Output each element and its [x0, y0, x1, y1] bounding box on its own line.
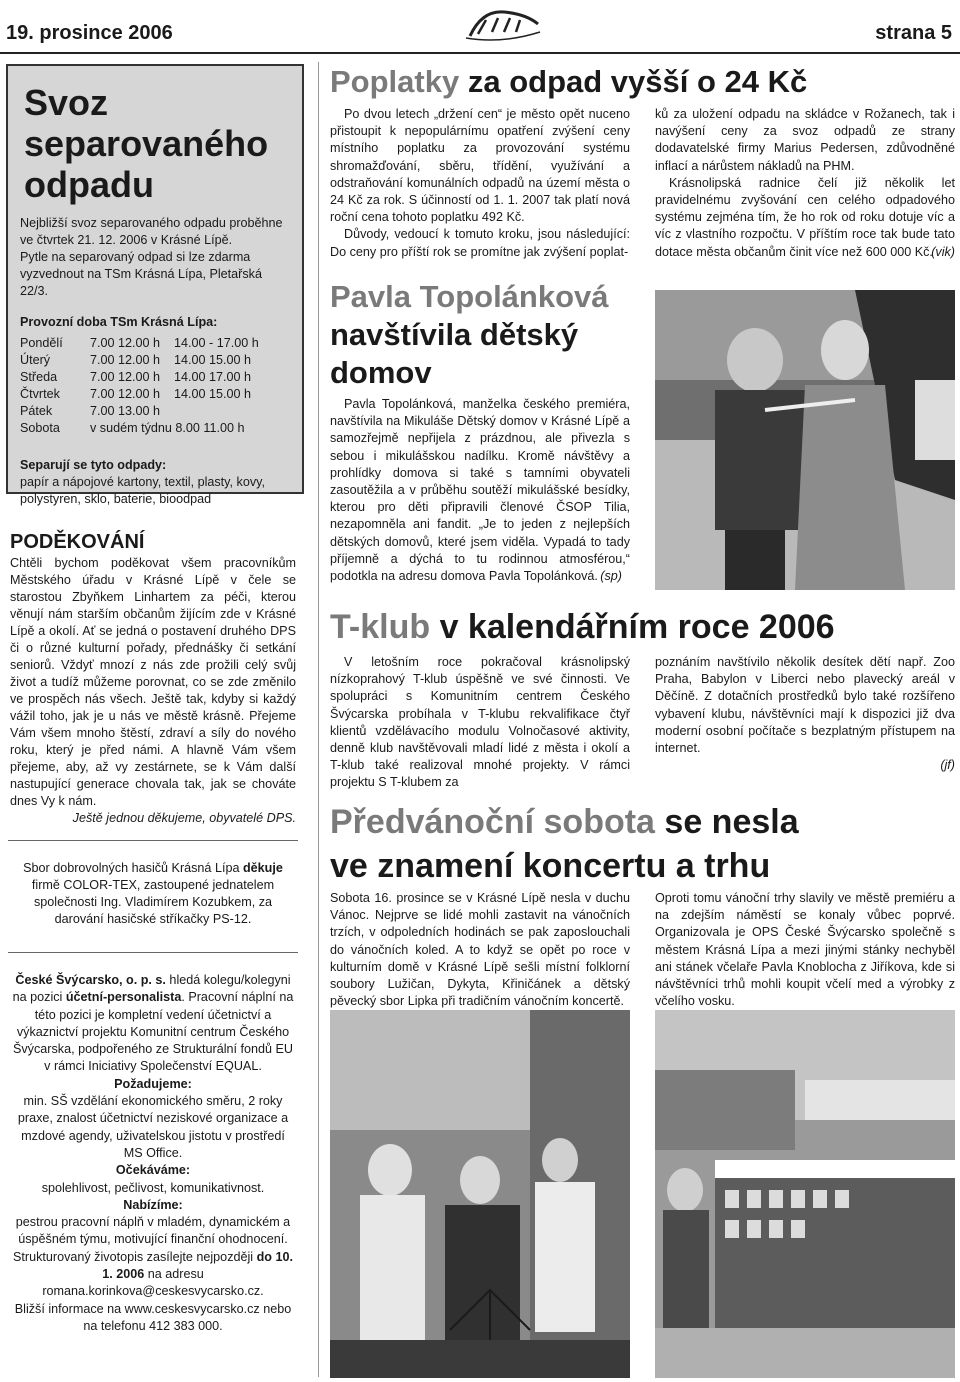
job-contact: Bližší informace na www.ceskesvycarsko.cz nebo na telefonu 412 383 000. [14, 1301, 292, 1333]
job-org: České Švýcarsko, o. p. s. [15, 973, 166, 987]
saturday-headline-bold: se nesla [664, 803, 799, 841]
newspaper-logo [452, 6, 552, 46]
tklub-text-2: poznáním navštívilo několik desítek dětí např. Zoo Praha, Babylon v Liberci nebo plavecký areál v Děčíně. Z dotačních prostředků bylo také rozšířeno vybavení klubu, návštěvníci mají k dispozici již dva moderní osobní počítače s bezplatným přístupem na internet. [655, 655, 955, 756]
fees-headline-bold: za odpad vyšší o 24 Kč [467, 64, 808, 99]
waste-collection-intro: Nejbližší svoz separovaného odpadu proběhne ve čtvrtek 21. 12. 2006 v Krásné Lípě. [20, 216, 283, 247]
pavla-headline-line2: navštívila dětský [330, 317, 579, 352]
header-rule [0, 52, 960, 54]
tklub-headline-light: T-klub [330, 608, 431, 646]
hours-row: Čtvrtek 7.00 12.00 h 14.00 15.00 h [20, 387, 252, 401]
saturday-text-2: Oproti tomu vánoční trhy slavily ve městě premiéru a na zdejším náměstí se konaly vůbec poprvé. Organizovala je OPS České Švýcarsko společně s městem Krásná Lípa a mezi jinými stánky nechyběl ani stánek včelaře Pavla Knoblocha z Jiříkova, kde si návštěvníci trhů mohli koupit včelí med a výrobky z včelího vosku. [655, 891, 955, 1009]
market-photo [655, 1010, 955, 1378]
fees-col-1 [330, 106, 630, 261]
fees-headline [330, 64, 807, 100]
saturday-col-1 [330, 890, 630, 1010]
pavla-photo [655, 290, 955, 590]
concert-photo [330, 1010, 630, 1378]
tklub-signature: (jf) [940, 758, 955, 773]
job-offer: pestrou pracovní náplň v mladém, dynamickém a úspěšném týmu, motivující finanční ohodnocení. [15, 1215, 291, 1247]
saturday-col-2 [655, 890, 955, 1010]
saturday-headline-2: ve znamení koncertu a trhu [330, 847, 771, 885]
waste-bags-info: Pytle na separovaný odpad si lze zdarma vyzvednout na TSm Krásná Lípa, Pletařská 22/3. [20, 250, 262, 298]
job-expect-title: Očekáváme: [115, 1163, 191, 1178]
thanks-article [10, 531, 296, 827]
tklub-headline-bold: v kalendářním roce 2006 [439, 608, 835, 646]
issue-date: 19. prosince 2006 [6, 22, 173, 44]
firefighters-name: Sbor dobrovolných hasičů Krásná Lípa [23, 861, 240, 875]
firefighters-verb: děkuje [242, 861, 283, 875]
firefighters-thanks [14, 860, 292, 928]
job-expect: spolehlivost, pečlivost, komunikativnost. [41, 1180, 265, 1195]
job-cv: Strukturovaný životopis zasílejte nejpozději [12, 1249, 254, 1264]
pavla-headline-line3: domov [330, 355, 432, 390]
job-requirements: min. SŠ vzdělání ekonomického směru, 2 roky praxe, znalost účetnictví neziskové organizace a mzdové agendy, uživatelskou jistotu v prostředí MS Office. [17, 1094, 289, 1160]
pavla-body: Pavla Topolánková, manželka českého premiéra, navštívila na Mikuláše Dětský domov v Krásné Lípě a samozřejmě nepřijela z prázdnou, ale přivezla s sebou i mikulášskou nadílku. Kromě návštěvy a prohlídky domova si také s tamními obyvateli zasoutěžila a v průběhu soutěží mikulášské besídky, kterou pro děti připravili členové ČSOP Tilia, nezapomněla ani fandit. „Je to jeden z nejlepších dětských domovů, které jsem viděla. Vypadá to tady příjemně a dýchá to tu rodinnou atmosférou,“ podotkla na adresu domova Pavla Topolánková. [330, 397, 630, 584]
saturday-headline-1 [330, 800, 799, 844]
pavla-headline-light: Pavla Topolánková [330, 279, 609, 314]
job-deadline: do 10. 1. 2006 [102, 1249, 293, 1282]
job-requirements-title: Požadujeme: [114, 1076, 192, 1091]
tklub-text-1: V letošním roce pokračoval krásnolipský nízkoprahový T-klub úspěšně ve své činnosti. Ve spolupráci s Komunitním centrem Českého Švýcarska probíhala v T-klubu rekvalifikace čtyř klientů vzdělávacího modulu Volnočasové aktivity, denně klub navštěvovali mladí lidé z města i okolí a T-klub také realizoval mnohé projekty. V rámci projektu S T-klubem za [330, 655, 630, 790]
thanks-text: Chtěli bychom poděkovat všem pracovníkům Městského úřadu v Krásné Lípě v čele se starostou Zbyňkem Linhartem za péči, kterou věnují nám starším občanům žijícím zde v Krásné Lípě a okolí. Ať se jedná o postavení druhého DPS či o různé kulturní pořady, přednášky či setkání seniorů. Vždyť mnozí z nás zde prožili celý svůj život a tudíž můžeme porovnat, co se zde změnilo ve prospěch nás všech. Ještě tak, kdyby si každý vážil toho, jak je u nás ve městě krásně. Přejeme Vám všem mnoho štěstí, zdraví a síly do nového roku, který je před námi. A hlavně Vám všem přejeme, aby, až vy zestárnete, se k Vám další nastupující generace chovala tak, jak se chováte dnes Vy k nám. [10, 556, 296, 808]
fees-col-2 [655, 106, 955, 261]
job-offer-title: Nabízíme: [123, 1197, 183, 1212]
hours-row: Pátek 7.00 13.00 h [20, 404, 161, 418]
saturday-text-1: Sobota 16. prosince se v Krásné Lípě nesla v duchu Vánoc. Nejprve se lidé mohli zastavit na vánočních trzích, v odpoledních hodinách se pak zaposlouchali do vánočních koled. A to když se opět po roce v kulturním domě v Krásné Lípě sešli místní folklorní soubory Lužičan, Dykyta, Křiničánek a dětský pěvecký sbor Lipka při tradičním vánočním koncertě. [330, 891, 630, 1009]
fees-text-2: Důvody, vedoucí k tomuto kroku, jsou následující: Do ceny pro příští rok se promítne jak zvýšení poplat- [330, 227, 630, 259]
waste-collection-title: Svoz separovaného odpadu [24, 82, 269, 205]
fees-headline-light: Poplatky [330, 64, 460, 99]
page-header [0, 0, 960, 62]
thanks-signature: Ještě jednou děkujeme, obyvatelé DPS. [72, 811, 296, 825]
fees-text-4: Krásnolipská radnice čelí již několik let pravidelnému zvyšování cen celého odpadového systému zejména tím, že ho rok od roku dotuje víc a víc z vlastního rozpočtu. V příštím roce tak bude tato dotace města občanům činit více než 600 000 Kč. [655, 175, 955, 259]
fees-text-1: Po dvou letech „držení cen“ je město opět nuceno přistoupit k nepopulárnímu opatření zvýšení ceny místního poplatku za provozování systému shromažďování, sběru, třídění, využívání a odstraňování komunálních odpadů na území města o 24 Kč za rok. S účinností od 1. 1. 2007 tak platí nová roční cena tohoto poplatku 492 Kč. [330, 107, 630, 225]
job-position: účetní-personalista [65, 990, 182, 1005]
pavla-text [330, 396, 630, 585]
tklub-col-2 [655, 654, 955, 774]
job-text: hledá kolegu/kolegyni na pozici [12, 973, 291, 1005]
waste-collection-box [6, 64, 304, 506]
job-advert [12, 972, 294, 1335]
divider [8, 952, 298, 953]
job-text: . Pracovní náplní na této pozici je kompletní vedení účetnictví a výkaznictví projektu Komunitní centrum Českého Švýcarska, podpořeného ze Strukturální fondů EU v rámci Iniciativy Společenství EQUAL. [12, 990, 294, 1074]
pavla-signature: (sp) [600, 569, 622, 584]
hours-row: Úterý 7.00 12.00 h 14.00 15.00 h [20, 353, 252, 367]
hours-row: Sobota v sudém týdnu 8.00 11.00 h [20, 421, 245, 435]
firefighters-text: firmě COLOR-TEX, zastoupené jednatelem společnosti Ing. Vladimírem Kozubkem, za darování hasičské stříkačky PS-12. [31, 878, 275, 926]
separated-waste-title: Separují se tyto odpady: [20, 458, 167, 472]
fees-signature: (vik) [931, 244, 955, 259]
page-number: strana 5 [875, 22, 952, 44]
column-rule [318, 62, 319, 1377]
separated-waste-list: papír a nápojové kartony, textil, plasty, kovy, polystyren, sklo, baterie, bioodpad [20, 475, 265, 506]
hours-row: Pondělí 7.00 12.00 h 14.00 - 17.00 h [20, 336, 259, 350]
saturday-headline-light: Předvánoční sobota [330, 803, 655, 841]
thanks-title: PODĚKOVÁNÍ [10, 531, 145, 553]
divider [8, 840, 298, 841]
opening-hours-title: Provozní doba TSm Krásná Lípa: [20, 315, 218, 329]
tklub-col-1 [330, 654, 630, 792]
job-email[interactable]: na adresu romana.korinkova@ceskesvycarsko.cz. [42, 1267, 264, 1299]
fees-text-3: ků za uložení odpadu na skládce v Rožanech, tak i navýšení ceny za svoz odpadů ze strany dodavatelské firmy Marius Pedersen, zdůvodněné inflací a nárůstem nákladů na PHM. [655, 107, 955, 173]
hours-row: Středa 7.00 12.00 h 14.00 17.00 h [20, 370, 252, 384]
tklub-headline [330, 608, 835, 647]
opening-hours-table [20, 335, 290, 437]
